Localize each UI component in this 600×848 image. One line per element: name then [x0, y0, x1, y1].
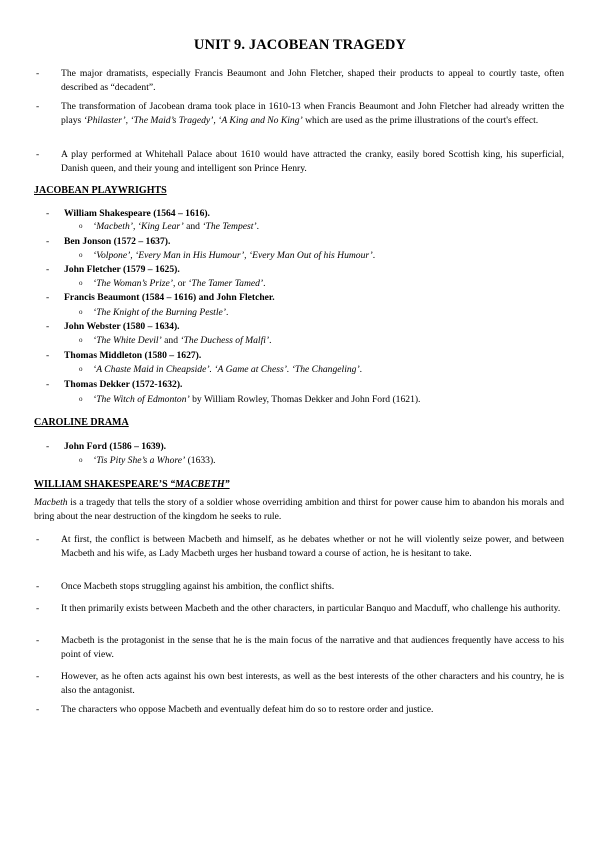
- playwright-name: John Webster (1580 – 1634).: [64, 321, 180, 332]
- intro-dash: -: [36, 149, 40, 160]
- macbeth-point: However, as he often acts against his own best interests, as well as the best interests of the other characters and his country, he is also the antagonist.: [61, 671, 564, 696]
- list-dash: -: [46, 208, 50, 219]
- list-dash: -: [46, 264, 50, 275]
- playwright-works: ‘A Chaste Maid in Cheapside’. ‘A Game at Chess’. ‘The Changeling’.: [93, 364, 363, 375]
- list-dash: -: [46, 350, 50, 361]
- playwright-works: ‘Tis Pity She’s a Whore’ (1633).: [93, 455, 216, 466]
- list-dash: -: [46, 379, 50, 390]
- bullet-icon: o: [79, 336, 83, 344]
- section-heading-caroline-drama: CAROLINE DRAMA: [34, 417, 129, 428]
- section-heading-jacobean-playwrights: JACOBEAN PLAYWRIGHTS: [34, 185, 167, 196]
- bullet-icon: o: [79, 456, 83, 464]
- playwright-name: Ben Jonson (1572 – 1637).: [64, 236, 171, 247]
- intro-paragraph-1: The major dramatists, especially Francis Beaumont and John Fletcher, shaped their products to appeal to courtly taste, often described as “decadent”.: [61, 68, 564, 93]
- page-title: UNIT 9. JACOBEAN TRAGEDY: [193, 37, 407, 53]
- intro-dash: -: [36, 101, 40, 112]
- playwright-name: William Shakespeare (1564 – 1616).: [64, 208, 210, 219]
- playwright-name: Thomas Middleton (1580 – 1627).: [64, 350, 202, 361]
- playwright-works: ‘The Witch of Edmonton’ by William Rowley, Thomas Dekker and John Ford (1621).: [93, 394, 421, 405]
- list-dash: -: [36, 603, 40, 614]
- intro-plays: ‘Philaster’, ‘The Maid’s Tragedy’, ‘A King and No King’: [83, 115, 303, 126]
- bullet-icon: o: [79, 308, 83, 316]
- macbeth-point: The characters who oppose Macbeth and eventually defeat him do so to restore order and justice.: [61, 704, 434, 715]
- intro-dash: -: [36, 68, 40, 79]
- bullet-icon: o: [79, 279, 83, 287]
- playwright-works: ‘Macbeth’, ‘King Lear’ and ‘The Tempest’.: [93, 221, 260, 232]
- list-dash: -: [36, 671, 40, 682]
- macbeth-point: Once Macbeth stops struggling against his ambition, the conflict shifts.: [61, 581, 335, 592]
- playwright-works: ‘The White Devil’ and ‘The Duchess of Malfi’.: [93, 335, 272, 346]
- playwright-works: ‘The Woman’s Prize’, or ‘The Tamer Tamed’.: [93, 278, 266, 289]
- list-dash: -: [46, 321, 50, 332]
- playwright-name: Francis Beaumont (1584 – 1616) and John Fletcher.: [64, 292, 275, 303]
- section-heading-macbeth: WILLIAM SHAKESPEARE’S “MACBETH”: [34, 479, 230, 490]
- playwright-works: ‘The Knight of the Burning Pestle’.: [93, 307, 229, 318]
- intro-paragraph-3: A play performed at Whitehall Palace about 1610 would have attracted the cranky, easily bored Scottish king, his superficial, Danish queen, and their young and intelligent son Prince Henry.: [61, 149, 564, 174]
- intro-paragraph-2: The transformation of Jacobean drama took place in 1610-13 when Francis Beaumont and John Fletcher had already written the plays ‘Philaster’, ‘The Maid’s Tragedy’, ‘A King and No King’ which are used as the prime illustrations of the court's effect.: [61, 101, 564, 126]
- playwright-name: John Fletcher (1579 – 1625).: [64, 264, 180, 275]
- list-dash: -: [46, 292, 50, 303]
- bullet-icon: o: [79, 251, 83, 259]
- playwright-name: Thomas Dekker (1572-1632).: [64, 379, 183, 390]
- macbeth-intro: Macbeth is a tragedy that tells the story of a soldier whose overriding ambition and thirst for power cause him to abandon his morals and bring about the near destruction of the kingdom he seeks to rule.: [34, 497, 564, 522]
- list-dash: -: [36, 534, 40, 545]
- list-dash: -: [36, 704, 40, 715]
- bullet-icon: o: [79, 222, 83, 230]
- playwright-name: John Ford (1586 – 1639).: [64, 441, 167, 452]
- list-dash: -: [36, 581, 40, 592]
- macbeth-point: Macbeth is the protagonist in the sense that he is the main focus of the narrative and that audiences frequently have access to his point of view.: [61, 635, 564, 660]
- macbeth-point: At first, the conflict is between Macbeth and himself, as he debates whether or not he will violently seize power, and between Macbeth and his wife, as Lady Macbeth urges her husband toward a course of action, he is hesitant to take.: [61, 534, 564, 559]
- list-dash: -: [46, 236, 50, 247]
- playwright-works: ‘Volpone’, ‘Every Man in His Humour’, ‘Every Man Out of his Humour’.: [93, 250, 376, 261]
- bullet-icon: o: [79, 365, 83, 373]
- bullet-icon: o: [79, 395, 83, 403]
- macbeth-point: It then primarily exists between Macbeth and the other characters, in particular Banquo and Macduff, who challenge his authority.: [61, 603, 561, 614]
- list-dash: -: [46, 441, 50, 452]
- list-dash: -: [36, 635, 40, 646]
